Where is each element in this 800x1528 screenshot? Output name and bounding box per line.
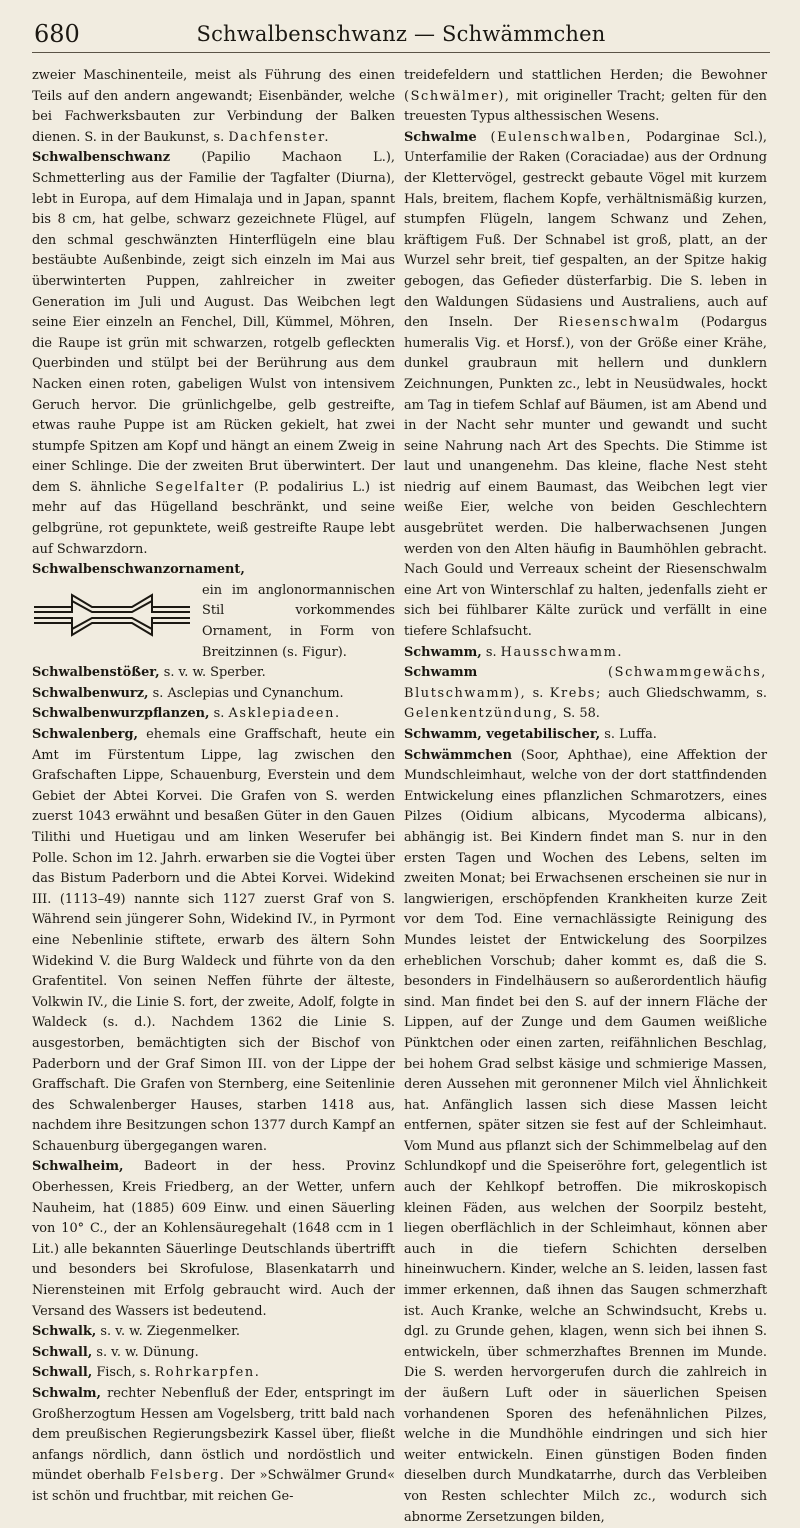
headword: Schwalbenwurzpflanzen, (32, 706, 210, 722)
cross-reference: Krebs; (549, 685, 602, 701)
entry-text: s. Asclepias und Cynanchum. (148, 685, 344, 701)
entry-schwalbenstosser (32, 663, 395, 684)
cross-reference: Segelfalter (155, 479, 245, 495)
entry-text: s. (526, 685, 544, 701)
left-column (32, 66, 395, 1504)
entry-schwalenberg (32, 725, 395, 1157)
right-column (404, 66, 768, 1525)
headword: Schwalk, (32, 1324, 97, 1340)
cross-reference: Gelenkentzündung, (404, 706, 559, 722)
entry-text: ehemals eine Graffschaft, heute ein Amt im Fürstentum Lippe, lag zwischen den Grafschaften Lippe, Schauenburg, Everstein und dem Gebiet der Abtei Korvei. Die Grafen von S. werden zuerst 1043 erwähnt und besaßen Güter in den Gauen Tilithi und Huetigau und am linken Weserufer bei Polle. Schon im 12. Jahrh. erwarben sie die Vogtei über das Bistum Paderborn und die Abtei Korvei. Widekind III. (1113–49) nannte sich 1127 zuerst Graf von S. Während sein jüngerer Sohn, Widekind IV., in Pyrmont eine Nebenlinie stiftete, erwarb des ältern Sohn Widekind V. die Burg Waldeck und führte von da den Grafentitel. Von seinen Neffen führte der älteste, Volkwin IV., die Linie S. fort, der zweite, Adolf, folgte in Waldeck (s. d.). Nachdem 1362 die Linie S. ausgestorben, bemächtigten sich der Bischof von Paderborn und der Graf Simon III. von der Lippe der Graffschaft. Die Grafen von Sternberg, eine Seitenlinie des Schwalenberger Hauses, starben 1418 aus, nachdem ihre Besitzungen schon 1377 durch Kampf an Schauenburg übergegangen waren. (32, 727, 395, 1154)
headword: Schwalm, (32, 1386, 102, 1401)
entry-text: s. v. w. Ziegenmelker. (96, 1324, 240, 1340)
entry-text: ein im anglonormannischen Stil vorkommendes Ornament, in Form von Breitzinnen (s. Figur). (202, 582, 395, 660)
entry-schwalbenwurz (32, 684, 395, 705)
entry-schwamm-vegetabilischer (404, 725, 767, 746)
cross-reference: (Schwälmer), (404, 88, 511, 104)
headword: Schwamm, (404, 644, 482, 660)
entry-schwalm (32, 1384, 395, 1508)
entry-text: rechter Nebenfluß der Eder, entspringt im Großherzogtum Hessen am Vogelsberg, tritt bald nach dem preußischen Regierungsbezirk Kassel über, fließt anfangs nördlich, dann östlich und nordöstlich und mündet oberhalb (32, 1386, 395, 1484)
continued-entry (404, 66, 767, 128)
entry-schwalheim (32, 1157, 395, 1322)
cross-reference: Rohrkarpfen. (154, 1365, 261, 1381)
entry-text: s. (209, 706, 225, 722)
entry-text: , Unterfamilie der Raken (Coraciadae) aus der Ordnung der Klettervögel, gestreckt gebaute Vögel mit kurzem Hals, breitem, flachem Kopfe, verhältnismäßig kurzen, stumpfen Flügeln, langem Schwanz und Zehen, kräftigem Fuß. Der Schnabel ist groß, platt, an der Wurzel sehr breit, tief gespalten, an der Spitze hakig gebogen, das Gefieder düsterfarbig. Die S. leben in den Waldungen Südasiens und Australiens, auch auf den Inseln. Der (404, 129, 767, 331)
headword: Schwalme (404, 129, 477, 145)
headword: Schwalheim, (32, 1159, 124, 1175)
entry-text: (P. podalirius L.) ist mehr auf das Hügelland beschränkt, und seine gelbgrüne, rot gepunktete, weiß gestreifte Raupe lebt auf Schwarzdorn. (32, 479, 395, 557)
entry-schwall-2 (32, 1363, 395, 1384)
entry-text: zweier Maschinenteile, meist als Führung des einen Teils auf den andern angewandt; Eisenbänder, welche bei Fachwerksbauten zur Verbindung der Balken dienen. S. in der Baukunst, s. (32, 68, 395, 145)
entry-schwamm-2 (404, 663, 767, 725)
entry-text: S. 58. (558, 706, 600, 722)
entry-schwalme (404, 128, 767, 643)
continued-entry (32, 66, 395, 148)
entry-text: auch Gliedschwamm, s. (601, 685, 768, 701)
headword: Schwalbenwurz, (32, 685, 149, 701)
cross-reference: Asklepiadeen. (228, 706, 341, 722)
headword: Schwalbenschwanz (32, 150, 171, 166)
entry-schwamm-1 (404, 643, 767, 664)
entry-text: , Schmetterling aus der Familie der Tagfalter (Diurna), lebt in Europa, auf dem Himalaja und in Japan, spannt bis 8 cm, hat gelbe, schwarz gezeichnete Flügel, auf den schmal geschwänzten Hinterflügeln eine blau bestäubte Außenbinde, zeigt sich einzeln im Mai aus überwinterten Puppen, zahlreicher in zweiter Generation im Juli und August. Das Weibchen legt seine Eier einzeln an Fenchel, Dill, Kümmel, Möhren, die Raupe ist grün mit schwarzen, rotgelb gefleckten Querbinden und stülpt bei der Berührung aus dem Nacken einen roten, gabeligen Wulst von intensivem Geruch hervor. Die grünlichgelbe, gelb gestreifte, etwas rauhe Puppe ist am Rücken gekielt, hat zwei stumpfe Spitzen am Kopf und hängt an einem Zweig in einer Schlinge. Die der zweiten Brut überwintert. Der dem S. ähnliche (32, 150, 395, 495)
entry-ornament-head (32, 560, 395, 581)
entry-text: treidefeldern und stattlichen Herden; die Bewohner (404, 68, 767, 83)
entry-text: Badeort in der hess. Provinz Oberhessen, Kreis Friedberg, an der Wetter, unfern Nauheim, hat (1885) 609 Einw. und einen Säuerling von 10° C., der an Kohlensäuregehalt (1648 ccm in 1 Lit.) alle bekannten Säuerlinge Deutschlands übertrifft und besonders bei Skrofulose, Blasenkatarrh und Nierensteinen mit Erfolg gebraucht wird. Auch der Versand des Wassers ist bedeutend. (32, 1159, 395, 1319)
latin-name: (Papilio Machaon L.) (201, 150, 391, 166)
entry-schwalk (32, 1322, 395, 1343)
entry-text: mit origineller Tracht; gelten für den treuesten Typus althessischen Wesens. (404, 88, 767, 125)
entry-schwaemmchen (404, 746, 767, 1528)
cross-reference: Hausschwamm. (500, 644, 624, 660)
entry-text: s. Luffa. (600, 727, 657, 742)
entry-text: Fisch, s. (92, 1365, 151, 1381)
headword: Schwall, (32, 1365, 93, 1381)
entry-schwalbenschwanz (32, 148, 395, 560)
headword: Schwämmchen (404, 747, 513, 763)
headword: Schwamm (404, 665, 478, 681)
entry-text: (Podargus humeralis Vig. et Horsf.), von der Größe einer Krähe, dunkel graubraun mit hellern und dunklern Zeichnungen, Punkten zc., lebt in Neusüdwales, hockt am Tag in tiefem Schlaf auf Bäumen, ist am Abend und in der Nacht sehr munter und gewandt und sucht seine Nahrung nach Art des Spechts. Die Stimme ist laut und unangenehm. Das kleine, flache Nest steht niedrig auf einem Baumast, das Weibchen legt vier weiße Eier, welche von beiden Geschlechtern ausgebrütet werden. Die halberwachsenen Jungen werden von den Alten häufig in Baumhöhlen gebracht. Nach Gould und Verreaux scheint der Riesenschwalm eine Art von Winterschlaf zu halten, jedenfalls zieht er sich bei fühlbarer Kälte zurück und verfällt in eine tiefere Schlafsucht. (404, 315, 767, 640)
entry-schwalbenwurzpflanzen (32, 704, 395, 725)
entry-text: s. (481, 644, 497, 660)
cross-reference: Riesenschwalm (558, 315, 681, 331)
headword: Schwalenberg, (32, 727, 138, 742)
page-number: 680 (34, 20, 80, 48)
entry-text: Der »Schwälmer Grund« ist schön und fruchtbar, mit reichen Ge- (32, 1468, 395, 1504)
page-header (32, 18, 770, 53)
cross-reference: Felsberg. (150, 1468, 226, 1484)
ornament-figure (32, 585, 192, 647)
cross-reference: (Eulenschwalben, (490, 129, 633, 145)
headword: Schwalbenstößer, (32, 665, 160, 681)
entry-text: s. v. w. Sperber. (159, 665, 266, 681)
cross-reference: Dachfenster. (228, 129, 331, 145)
headword: Schwalbenschwanzornament, (32, 562, 245, 578)
entry-schwall-1 (32, 1343, 395, 1364)
entry-ornament (32, 560, 395, 684)
latin-name: Podarginae Scl.) (632, 129, 763, 145)
headword: Schwamm, vegetabilischer, (404, 727, 601, 742)
entry-text: (Soor, Aphthae), eine Affektion der Mundschleimhaut, welche von der dort stattfindenden Entwickelung eines pflanzlichen Schmarotzers, eines Pilzes (Oidium albicans, Mycoderma albicans), abhängig ist. Bei Kindern findet man S. nur in den ersten Tagen und Wochen des Lebens, selten im zweiten Monat; bei Erwachsenen erscheinen sie nur in langwierigen, erschöpfenden Krankheiten kurze Zeit vor dem Tod. Eine vernachlässigte Reinigung des Mundes leistet der Entwickelung des Soorpilzes erheblichen Vorschub; daher kommt es, daß die S. besonders in Findelhäusern so außerordentlich häufig sind. Man findet bei den S. auf der innern Fläche der Lippen, auf der Zunge und dem Gaumen weißliche Pünktchen oder einen zarten, reifähnlichen Beschlag, bei hohem Grad selbst käsige und schmierige Massen, deren Aussehen mit geronnener Milch viel Ähnlichkeit hat. Anfänglich lassen sich diese Massen leicht entfernen, später sitzen sie fest auf der Schleimhaut. Vom Mund aus pflanzt sich der Schimmelbelag auf den Schlundkopf und die Speiseröhre fort, gelegentlich ist auch der Kehlkopf betroffen. Die mikroskopisch kleinen Fäden, aus welchen der Soorpilz besteht, liegen oberflächlich in der Schleimhaut, können aber auch in die tiefern Schichten derselben hineinwuchern. Kinder, welche an S. leiden, lassen fast immer erkennen, daß ihnen das Saugen schmerzhaft ist. Auch Kranke, welche an Schwindsucht, Krebs u. dgl. zu Grunde gehen, klagen, wenn sich bei ihnen S. entwickeln, über schmerzhaftes Brennen im Munde. Die S. werden hervorgerufen durch die zahlreich in der äußern Luft oder in säuerlichen Speisen vorhandenen Sporen des hefenähnlichen Pilzes, welche in die Mundhöhle eindringen und sich hier weiter entwickeln. Einen günstigen Boden finden dieselben durch Mundkatarrhe, durch das Verbleiben von Resten schlechter Milch zc., wodurch sich abnorme Zersetzungen bilden, (404, 747, 767, 1525)
entry-text: s. v. w. Dünung. (92, 1344, 199, 1360)
cross-reference: (Schwammgewächs, Blutschwamm), (404, 665, 767, 701)
headword: Schwall, (32, 1344, 93, 1360)
running-title: Schwalbenschwanz — Schwämmchen (196, 22, 606, 46)
